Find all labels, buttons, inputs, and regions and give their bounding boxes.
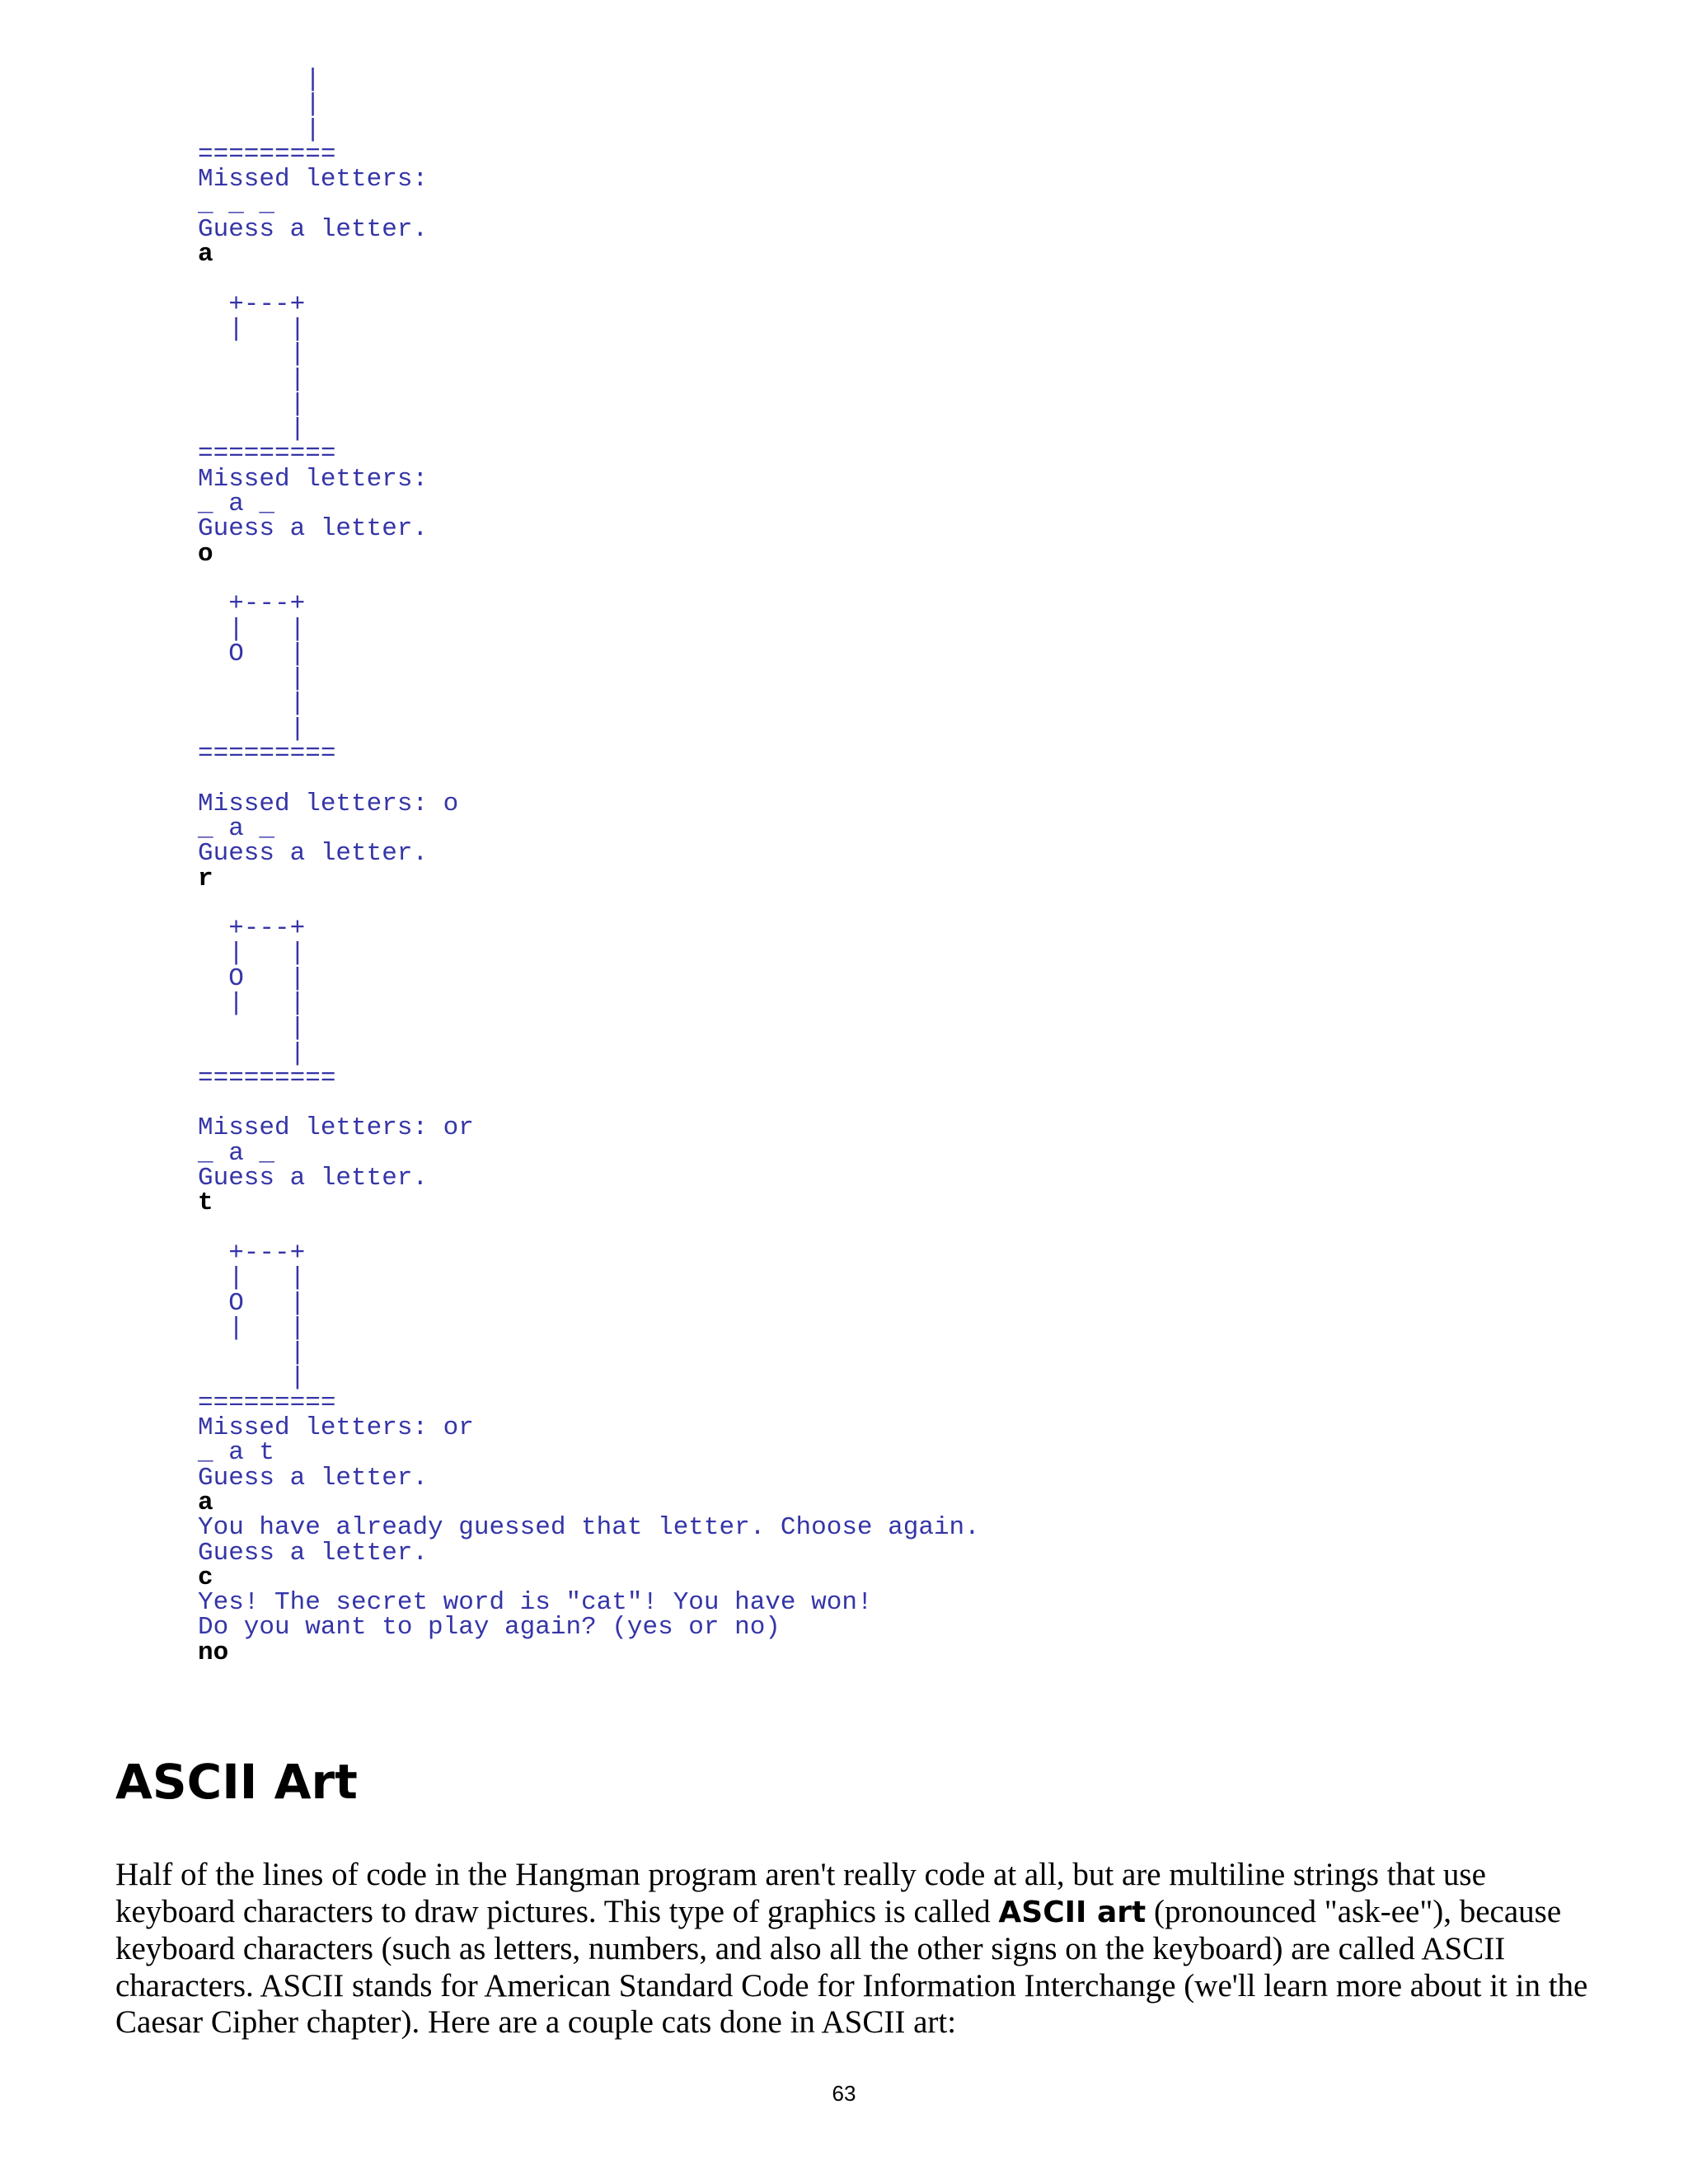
program-output-line: O | <box>198 963 306 993</box>
program-output-line: Do you want to play again? (yes or no) <box>198 1613 781 1643</box>
paragraph-text-before: Half of the lines of code in the Hangman program aren't really code at all, but are multiline strings that use keyboard characters to draw pictures. This type of graphics is called <box>115 1857 1486 1929</box>
program-output-line: | <box>198 1014 306 1043</box>
program-output-line: Missed letters: o <box>198 789 459 818</box>
program-output-line: Missed letters: <box>198 464 429 494</box>
program-output-line <box>198 1216 980 1241</box>
program-output-line: You have already guessed that letter. Choose again. <box>198 1513 980 1543</box>
program-output-line: ========= <box>198 139 336 169</box>
program-output-line: | <box>198 1038 306 1068</box>
program-output-line: | <box>198 1338 306 1368</box>
user-input-line: t <box>198 1188 213 1218</box>
program-output-line: | <box>198 1363 306 1393</box>
program-output-line: Missed letters: or <box>198 1413 474 1443</box>
program-output-line: _ _ _ <box>198 190 275 219</box>
section-heading: ASCII Art <box>115 1754 358 1810</box>
program-output-line: ========= <box>198 1388 336 1418</box>
program-output-line: | <box>198 664 306 694</box>
program-output-line: | <box>198 340 306 369</box>
program-output-line: +---+ <box>198 289 306 319</box>
program-output-line: Guess a letter. <box>198 514 429 544</box>
program-output-line: Missed letters: <box>198 165 429 194</box>
user-input-line: o <box>198 539 213 569</box>
hangman-transcript <box>198 65 980 1667</box>
program-output-line: ========= <box>198 439 336 469</box>
body-paragraph <box>115 1857 1591 2041</box>
program-output-line: | <box>198 364 306 394</box>
program-output-line: Guess a letter. <box>198 839 429 869</box>
program-output-line: +---+ <box>198 914 306 944</box>
program-output-line: +---+ <box>198 589 306 619</box>
user-input-line: no <box>198 1638 229 1667</box>
user-input-line: a <box>198 1488 213 1517</box>
program-output-line: Guess a letter. <box>198 214 429 244</box>
program-output-line: _ a t <box>198 1438 275 1468</box>
program-output-line: | <box>198 389 306 419</box>
program-output-line: | | <box>198 614 306 644</box>
program-output-line: _ a _ <box>198 1138 275 1168</box>
program-output-line: _ a _ <box>198 490 275 519</box>
user-input-line: c <box>198 1563 213 1592</box>
program-output-line: Guess a letter. <box>198 1538 429 1568</box>
page-number: 63 <box>832 2081 856 2106</box>
user-input-line: r <box>198 864 213 893</box>
program-output-line <box>198 267 980 292</box>
program-output-line: | | <box>198 988 306 1018</box>
program-output-line: +---+ <box>198 1238 306 1268</box>
term-ascii-art: ASCII art <box>998 1895 1146 1929</box>
program-output-line: | | <box>198 939 306 968</box>
program-output-line: | <box>198 90 321 120</box>
program-output-line: O | <box>198 1288 306 1318</box>
program-output-line <box>198 1091 980 1116</box>
program-output-line: | <box>198 65 321 94</box>
program-output-line <box>198 892 980 916</box>
program-output-line: ========= <box>198 739 336 769</box>
program-output-line: O | <box>198 639 306 668</box>
program-output-line: | | <box>198 1313 306 1343</box>
program-output-line: | <box>198 689 306 719</box>
program-output-line: | | <box>198 314 306 344</box>
program-output-line: Yes! The secret word is "cat"! You have won! <box>198 1588 873 1618</box>
program-output-line: Guess a letter. <box>198 1463 429 1493</box>
program-output-line <box>198 567 980 592</box>
program-output-line: ========= <box>198 1063 336 1093</box>
paragraph-text-after: (pronounced "ask-ee"), because keyboard characters (such as letters, numbers, and also all the other signs on the keyboard) are called ASCII characters. ASCII stands for American Standard Code for Information Interchange (we'll learn more about it in the Caesar Cipher chapter). Here are a couple cats done in ASCII art: <box>115 1893 1588 2041</box>
user-input-line: a <box>198 240 213 269</box>
program-output-line: | <box>198 714 306 743</box>
program-output-line: Guess a letter. <box>198 1164 429 1193</box>
program-output-line: | <box>198 115 321 144</box>
program-output-line: _ a _ <box>198 813 275 843</box>
program-output-line: | <box>198 415 306 444</box>
program-output-line <box>198 766 980 791</box>
program-output-line: | | <box>198 1263 306 1293</box>
program-output-line: Missed letters: or <box>198 1113 474 1143</box>
